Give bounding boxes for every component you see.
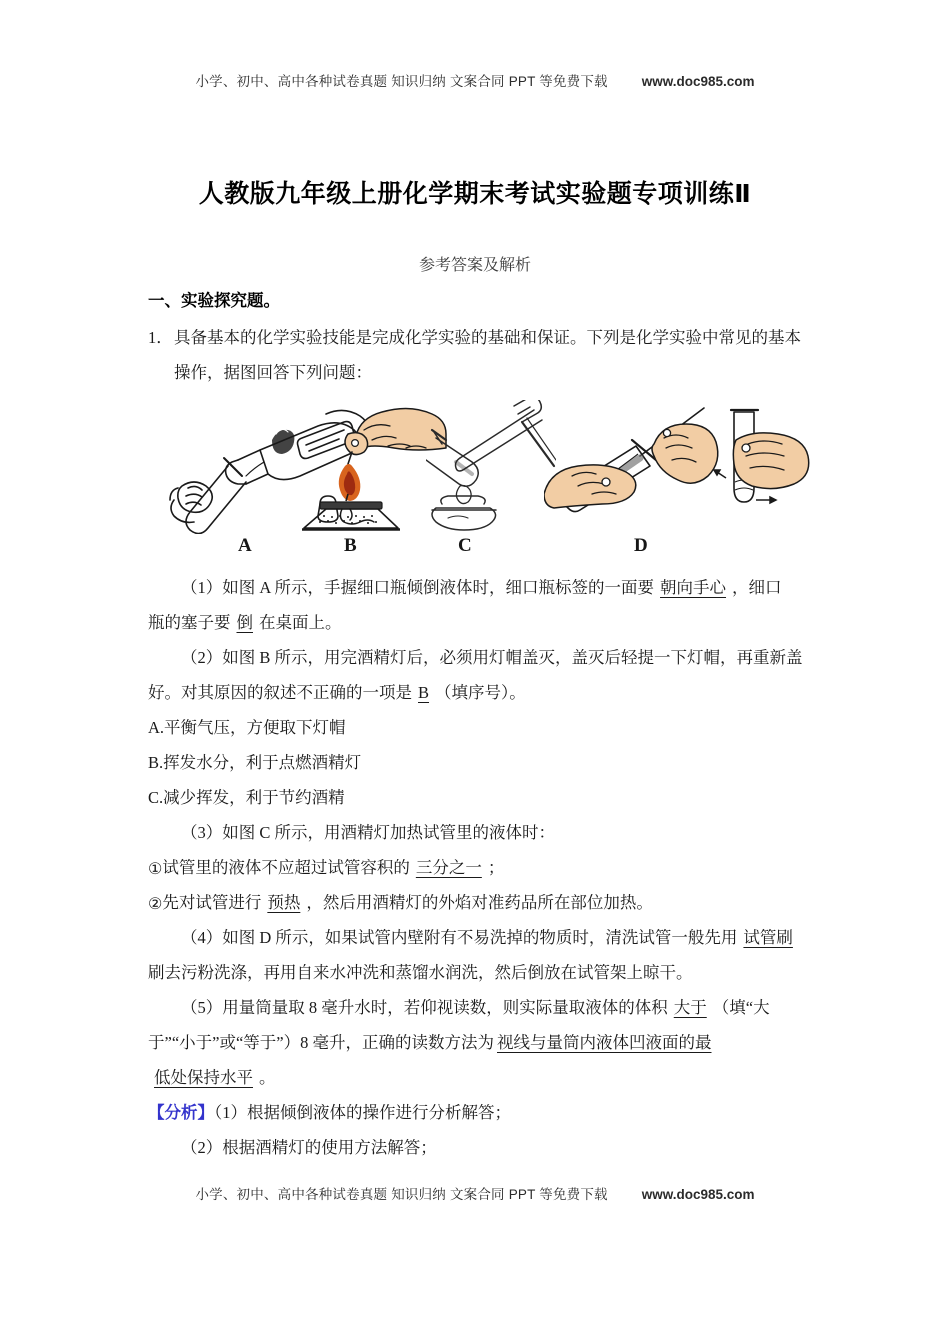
part-5-blank-1: 大于 xyxy=(673,998,707,1017)
answer-part-3-line-1 xyxy=(148,815,816,850)
question-stem-line-2: 操作，据图回答下列问题： xyxy=(174,363,372,382)
page-title: 人教版九年级上册化学期末考试实验题专项训练Ⅱ xyxy=(198,180,752,208)
answer-part-5-line-3 xyxy=(148,1060,816,1095)
answer-part-2-line-1 xyxy=(148,640,816,675)
part-5-blank-3: 低处保持水平 xyxy=(154,1068,253,1087)
answer-part-4-line-2: 刷去污粉洗涤，再用自来水冲洗和蒸馏水润洗，然后倒放在试管架上晾干。 xyxy=(148,963,693,982)
answer-part-4 xyxy=(148,920,816,990)
answer-part-2-line-2 xyxy=(148,675,816,710)
answer-part-3-sub-1 xyxy=(148,850,816,885)
question-stem xyxy=(148,320,816,390)
analysis-line-2: （2）根据酒精灯的使用方法解答； xyxy=(181,1138,437,1157)
section-heading: 一、实验探究题。 xyxy=(148,292,280,310)
answer-part-1-line-1 xyxy=(148,570,816,605)
analysis-line-1 xyxy=(148,1095,816,1130)
option-b: B.挥发水分，利于点燃酒精灯 xyxy=(148,753,362,772)
part-5-blank-2: 视线与量筒内液体凹液面的最 xyxy=(497,1033,712,1052)
heating-test-tube-icon xyxy=(426,400,556,534)
part-3-sub1-blank: 三分之一 xyxy=(415,858,482,877)
part-5-seg-1: 用量筒量取 8 毫升水时，若仰视读数，则实际量取液体的体积 xyxy=(222,998,668,1017)
part-3-sub2-seg-1: 先对试管进行 xyxy=(162,893,262,912)
part-1-seg-2: ，细口 xyxy=(732,578,782,597)
part-5-seg-2: （填“大 xyxy=(712,998,770,1017)
answer-part-1-line-2 xyxy=(148,605,816,640)
part-5-seg-4: 。 xyxy=(259,1068,276,1087)
running-footer xyxy=(0,1183,950,1203)
running-header-url: www.doc985.com xyxy=(641,74,755,89)
question-stem-text xyxy=(174,320,816,390)
running-header-text: 小学、初中、高中各种试卷真题 知识归纳 文案合同 PPT 等免费下载 xyxy=(195,74,608,89)
part-5-seg-3: 于”“小于”或“等于”）8 毫升，正确的读数方法为 xyxy=(148,1033,494,1052)
part-3-sub2-blank: 预热 xyxy=(267,893,301,912)
answer-part-5-line-2 xyxy=(148,1025,816,1060)
part-3-seg-1: 如图 C 所示，用酒精灯加热试管里的液体时： xyxy=(222,823,556,842)
part-1-blank-1: 朝向手心 xyxy=(660,578,727,597)
part-1-marker: （1） xyxy=(181,578,223,597)
figure-label-b: B xyxy=(344,535,357,556)
answer-part-1 xyxy=(148,570,816,640)
answer-part-5-line-1 xyxy=(148,990,816,1025)
analysis-tag: 【分析】 xyxy=(148,1103,214,1122)
option-a: A.平衡气压，方便取下灯帽 xyxy=(148,718,346,737)
question-stem-line-1: 具备基本的化学实验技能是完成化学实验的基础和保证。下列是化学实验中常见的基本 xyxy=(174,328,801,347)
part-1-seg-3: 瓶的塞子要 xyxy=(148,613,231,632)
part-1-seg-4: 在桌面上。 xyxy=(259,613,342,632)
part-1-blank-2: 倒 xyxy=(236,613,253,632)
part-2-seg-2: 好。对其原因的叙述不正确的一项是 xyxy=(148,683,412,702)
circled-number-2: ② xyxy=(148,896,163,913)
option-c: C.减少挥发，利于节约酒精 xyxy=(148,788,345,807)
page-subtitle: 参考答案及解析 xyxy=(418,257,531,274)
running-footer-url: www.doc985.com xyxy=(641,1187,755,1202)
washing-test-tube-icon xyxy=(544,404,814,532)
part-3-sub2-seg-2: ，然后用酒精灯的外焰对准药品所在部位加热。 xyxy=(306,893,653,912)
circled-number-1: ① xyxy=(148,861,163,878)
part-4-marker: （4） xyxy=(181,928,223,947)
figure-label-c: C xyxy=(458,535,472,556)
answer-part-3-sub-2 xyxy=(148,885,816,920)
running-footer-text: 小学、初中、高中各种试卷真题 知识归纳 文案合同 PPT 等免费下载 xyxy=(195,1187,608,1202)
part-4-seg-1: 如图 D 所示，如果试管内壁附有不易洗掉的物质时，清洗试管一般先用 xyxy=(222,928,738,947)
answer-part-2 xyxy=(148,640,816,710)
part-3-marker: （3） xyxy=(181,823,223,842)
analysis-line-1-text: （1）根据倾倒液体的操作进行分析解答； xyxy=(214,1103,511,1122)
document-body xyxy=(148,286,816,1165)
part-4-blank-1: 试管刷 xyxy=(743,928,793,947)
answer-part-5 xyxy=(148,990,816,1095)
running-header xyxy=(0,70,950,90)
analysis-block xyxy=(148,1095,816,1165)
part-2-seg-1: 如图 B 所示，用完酒精灯后，必须用灯帽盖灭，盖灭后轻提一下灯帽，再重新盖 xyxy=(222,648,803,667)
figure-label-d: D xyxy=(634,535,648,556)
part-3-sub1-seg-1: 试管里的液体不应超过试管容积的 xyxy=(162,858,410,877)
figure-label-a: A xyxy=(238,535,252,556)
answer-part-3 xyxy=(148,815,816,920)
question-number: 1． xyxy=(148,328,173,347)
figure-illustration-d xyxy=(544,404,814,532)
figure-lab-operations xyxy=(148,396,816,568)
part-1-seg-1: 如图 A 所示，手握细口瓶倾倒液体时，细口瓶标签的一面要 xyxy=(222,578,655,597)
part-5-marker: （5） xyxy=(181,998,223,1017)
part-2-seg-3: （填序号）。 xyxy=(435,683,526,702)
part-2-marker: （2） xyxy=(181,648,223,667)
answer-part-4-line-1 xyxy=(148,920,816,955)
part-3-sub1-seg-2: ； xyxy=(487,858,505,877)
part-2-blank-1: B xyxy=(418,683,430,702)
figure-illustration-c xyxy=(426,400,556,534)
